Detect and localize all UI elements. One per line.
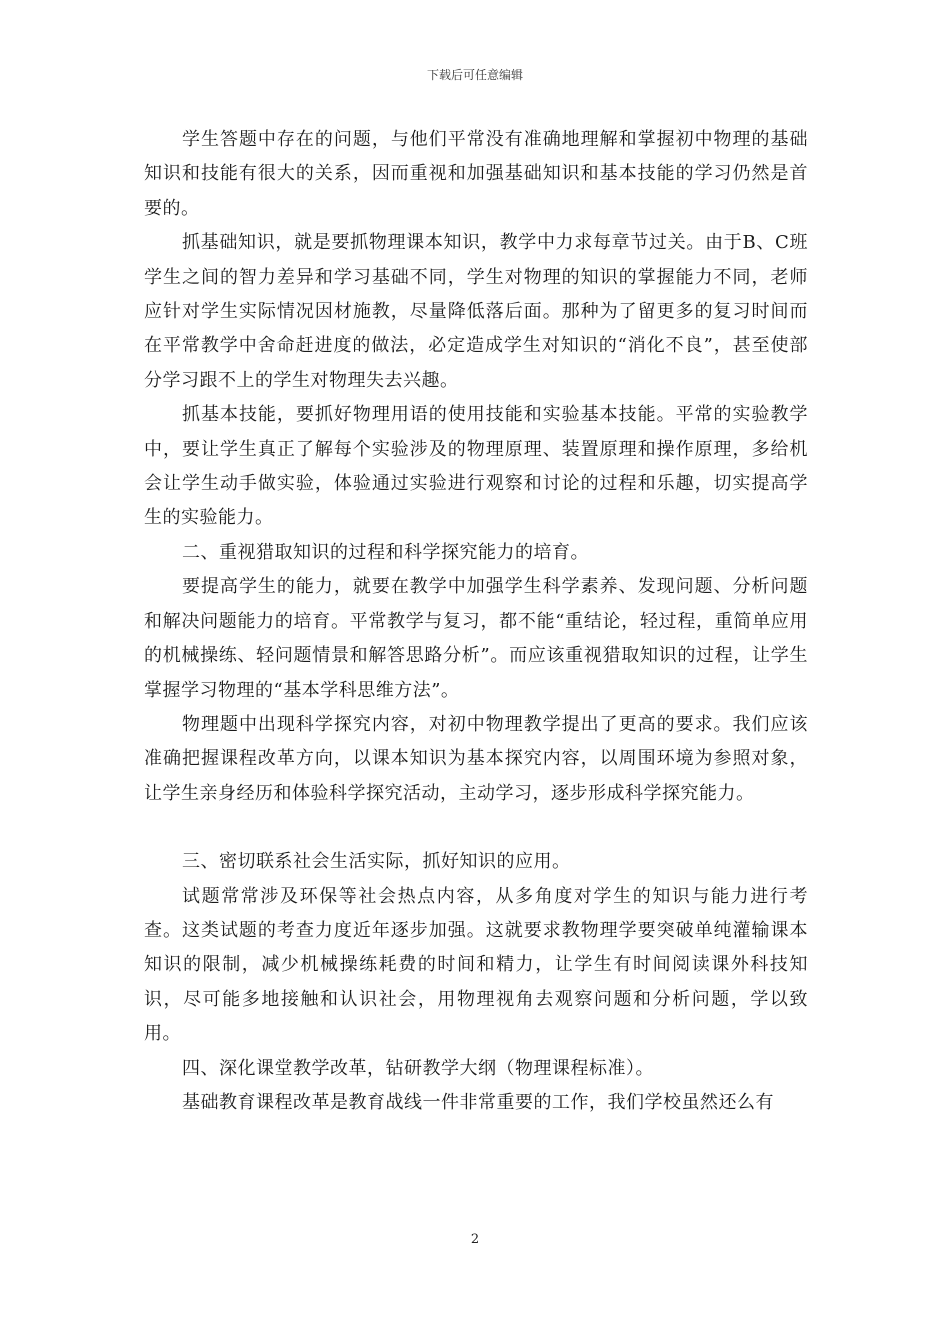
paragraph-7: 基础教育课程改革是教育战线一件非常重要的工作，我们学校虽然还么有	[182, 1091, 774, 1113]
paragraph-gap	[144, 811, 808, 845]
section-heading-2: 二、重视猎取知识的过程和科学探究能力的培育。	[182, 541, 589, 563]
paragraph-3: 抓基本技能，要抓好物理用语的使用技能和实验基本技能。平常的实验教学中，要让学生真正了解每个实验涉及的物理原理、装置原理和操作原理，多给机会让学生动手做实验，体验通过实验进行观察和讨论的过程和乐趣，切实提高学生的实验能力。	[144, 404, 808, 529]
paragraph-6: 试题常常涉及环保等社会热点内容，从多角度对学生的知识与能力进行考查。这类试题的考查力度近年逐步加强。这就要求教物理学要突破单纯灌输课本知识的限制，减少机械操练耗费的时间和精力，让学生有时间阅读课外科技知识，尽可能多地接触和认识社会，用物理视角去观察问题和分析问题，学以致用。	[144, 885, 808, 1045]
page-header: 下载后可任意编辑	[426, 68, 523, 82]
section-heading-4: 四、深化课堂教学改革，钻研教学大纲（物理课程标准）。	[182, 1057, 654, 1079]
section-heading-3: 三、密切联系社会生活实际，抓好知识的应用。	[182, 851, 571, 873]
paragraph-1: 学生答题中存在的问题，与他们平常没有准确地理解和掌握初中物理的基础知识和技能有很大的关系，因而重视和加强基础知识和基本技能的学习仍然是首要的。	[144, 129, 808, 219]
paragraph-2: 抓基础知识，就是要抓物理课本知识，教学中力求每章节过关。由于B、C班学生之间的智力差异和学习基础不同，学生对物理的知识的掌握能力不同，老师应针对学生实际情况因材施教，尽量降低落后面。那种为了留更多的复习时间而在平常教学中舍命赶进度的做法，必定造成学生对知识的“消化不良”，甚至使部分学习跟不上的学生对物理失去兴趣。	[144, 232, 808, 391]
document-body	[144, 123, 808, 1120]
page-number: 2	[470, 1232, 480, 1247]
paragraph-5: 物理题中出现科学探究内容，对初中物理教学提出了更高的要求。我们应该准确把握课程改革方向，以课本知识为基本探究内容，以周围环境为参照对象，让学生亲身经历和体验科学探究活动，主动学习，逐步形成科学探究能力。	[144, 713, 808, 804]
paragraph-4: 要提高学生的能力，就要在教学中加强学生科学素养、发现问题、分析问题和解决问题能力的培育。平常教学与复习，都不能“重结论，轻过程，重简单应用的机械操练、轻问题情景和解答思路分析”。而应该重视猎取知识的过程，让学生掌握学习物理的“基本学科思维方法”。	[144, 576, 808, 701]
